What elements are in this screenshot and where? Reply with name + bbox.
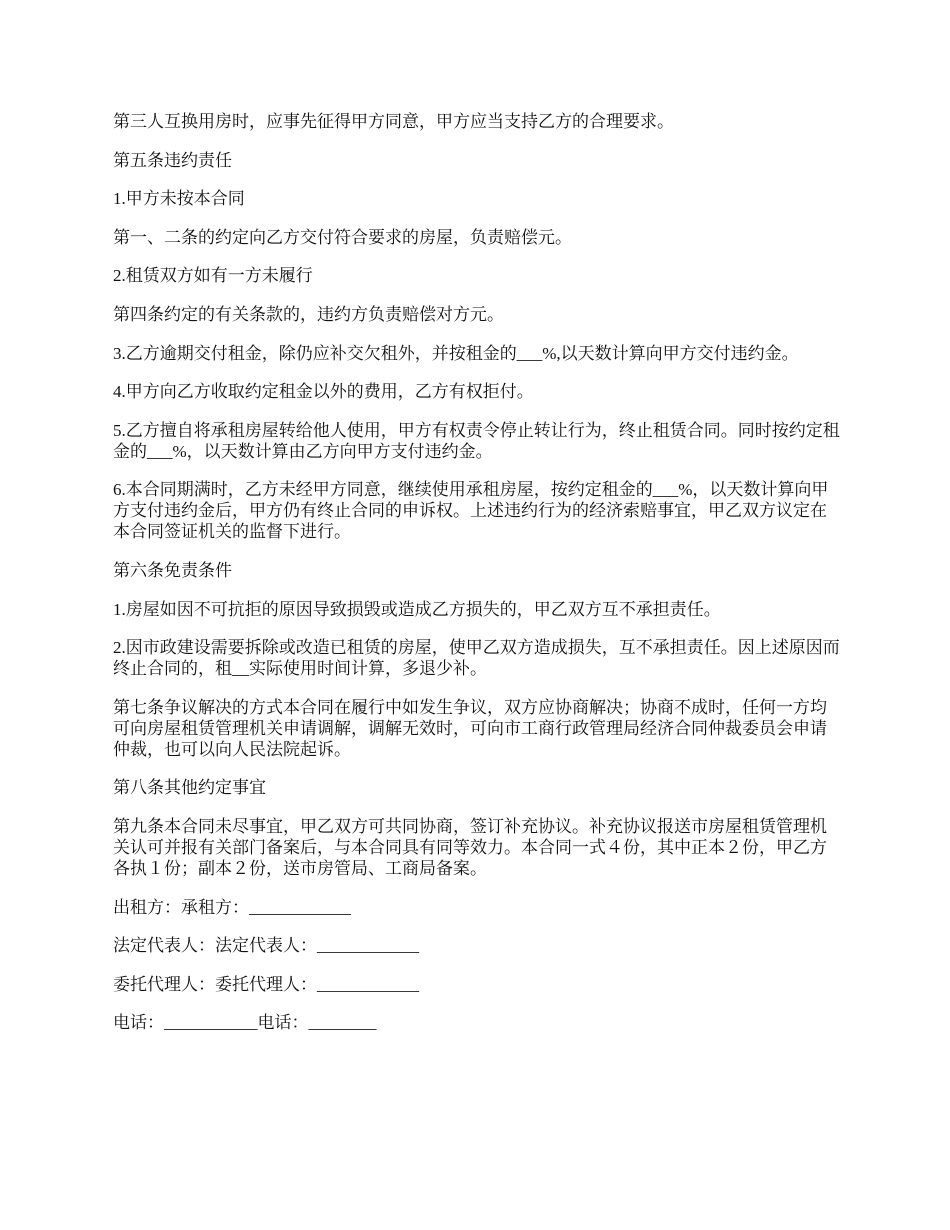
heading-article-6: 第六条免责条件: [113, 560, 232, 580]
paragraph-5-1-cont: 第一、二条的约定向乙方交付符合要求的房屋，负责赔偿元。: [113, 227, 572, 247]
paragraph-6-2: 2.因市政建设需要拆除或改造已租赁的房屋，使甲乙双方造成损失，互不承担责任。因上述原因而终止合同的，租__实际使用时间计算，多退少补。: [113, 638, 840, 679]
signature-lessor-lessee: 出租方：承租方：____________: [113, 897, 351, 917]
paragraph-5-2: 2.租赁双方如有一方未履行: [113, 266, 313, 286]
paragraph-5-6: 6.本合同期满时，乙方未经甲方同意，继续使用承租房屋，按约定租金的___%，以天数计算向甲方支付违约金后，甲方仍有终止合同的申诉权。上述违约行为的经济索赔事宜，甲乙双方议定在本合同签证机关的监督下进行。: [113, 480, 829, 542]
paragraph-5-3: 3.乙方逾期交付租金，除仍应补交欠租外，并按租金的___%,以天数计算向甲方交付违约金。: [113, 343, 799, 363]
paragraph-third-party-exchange: 第三人互换用房时，应事先征得甲方同意，甲方应当支持乙方的合理要求。: [113, 112, 674, 131]
paragraph-5-2-cont: 第四条约定的有关条款的，违约方负责赔偿对方元。: [113, 304, 504, 324]
paragraph-6-1: 1.房屋如因不可抗拒的原因导致损毁或造成乙方损失的，甲乙双方互不承担责任。: [113, 599, 721, 619]
signature-legal-representative: 法定代表人：法定代表人：____________: [113, 936, 419, 956]
signature-authorized-agent: 委托代理人：委托代理人：____________: [113, 974, 419, 994]
heading-article-5: 第五条违约责任: [113, 150, 232, 170]
signature-phone: 电话：___________电话：________: [113, 1013, 377, 1033]
paragraph-5-4: 4.甲方向乙方收取约定租金以外的费用，乙方有权拒付。: [113, 382, 534, 402]
paragraph-5-5: 5.乙方擅自将承租房屋转给他人使用，甲方有权责令停止转让行为，终止租赁合同。同时按约定租金的___%，以天数计算由乙方向甲方支付违约金。: [113, 420, 840, 461]
document-body: [113, 111, 843, 1051]
paragraph-article-9: 第九条本合同未尽事宜，甲乙双方可共同协商，签订补充协议。补充协议报送市房屋租赁管理机关认可并报有关部门备案后，与本合同具有同等效力。本合同一式４份，其中正本２份，甲乙方各执１份；副本２份，送市房管局、工商局备案。: [113, 816, 827, 878]
paragraph-5-1: 1.甲方未按本合同: [113, 189, 245, 209]
paragraph-article-7: 第七条争议解决的方式本合同在履行中如发生争议，双方应协商解决；协商不成时，任何一方均可向房屋租赁管理机关申请调解，调解无效时，可向市工商行政管理局经济合同仲裁委员会申请仲裁，也可以向人民法院起诉。: [113, 697, 827, 759]
heading-article-8: 第八条其他约定事宜: [113, 778, 266, 798]
